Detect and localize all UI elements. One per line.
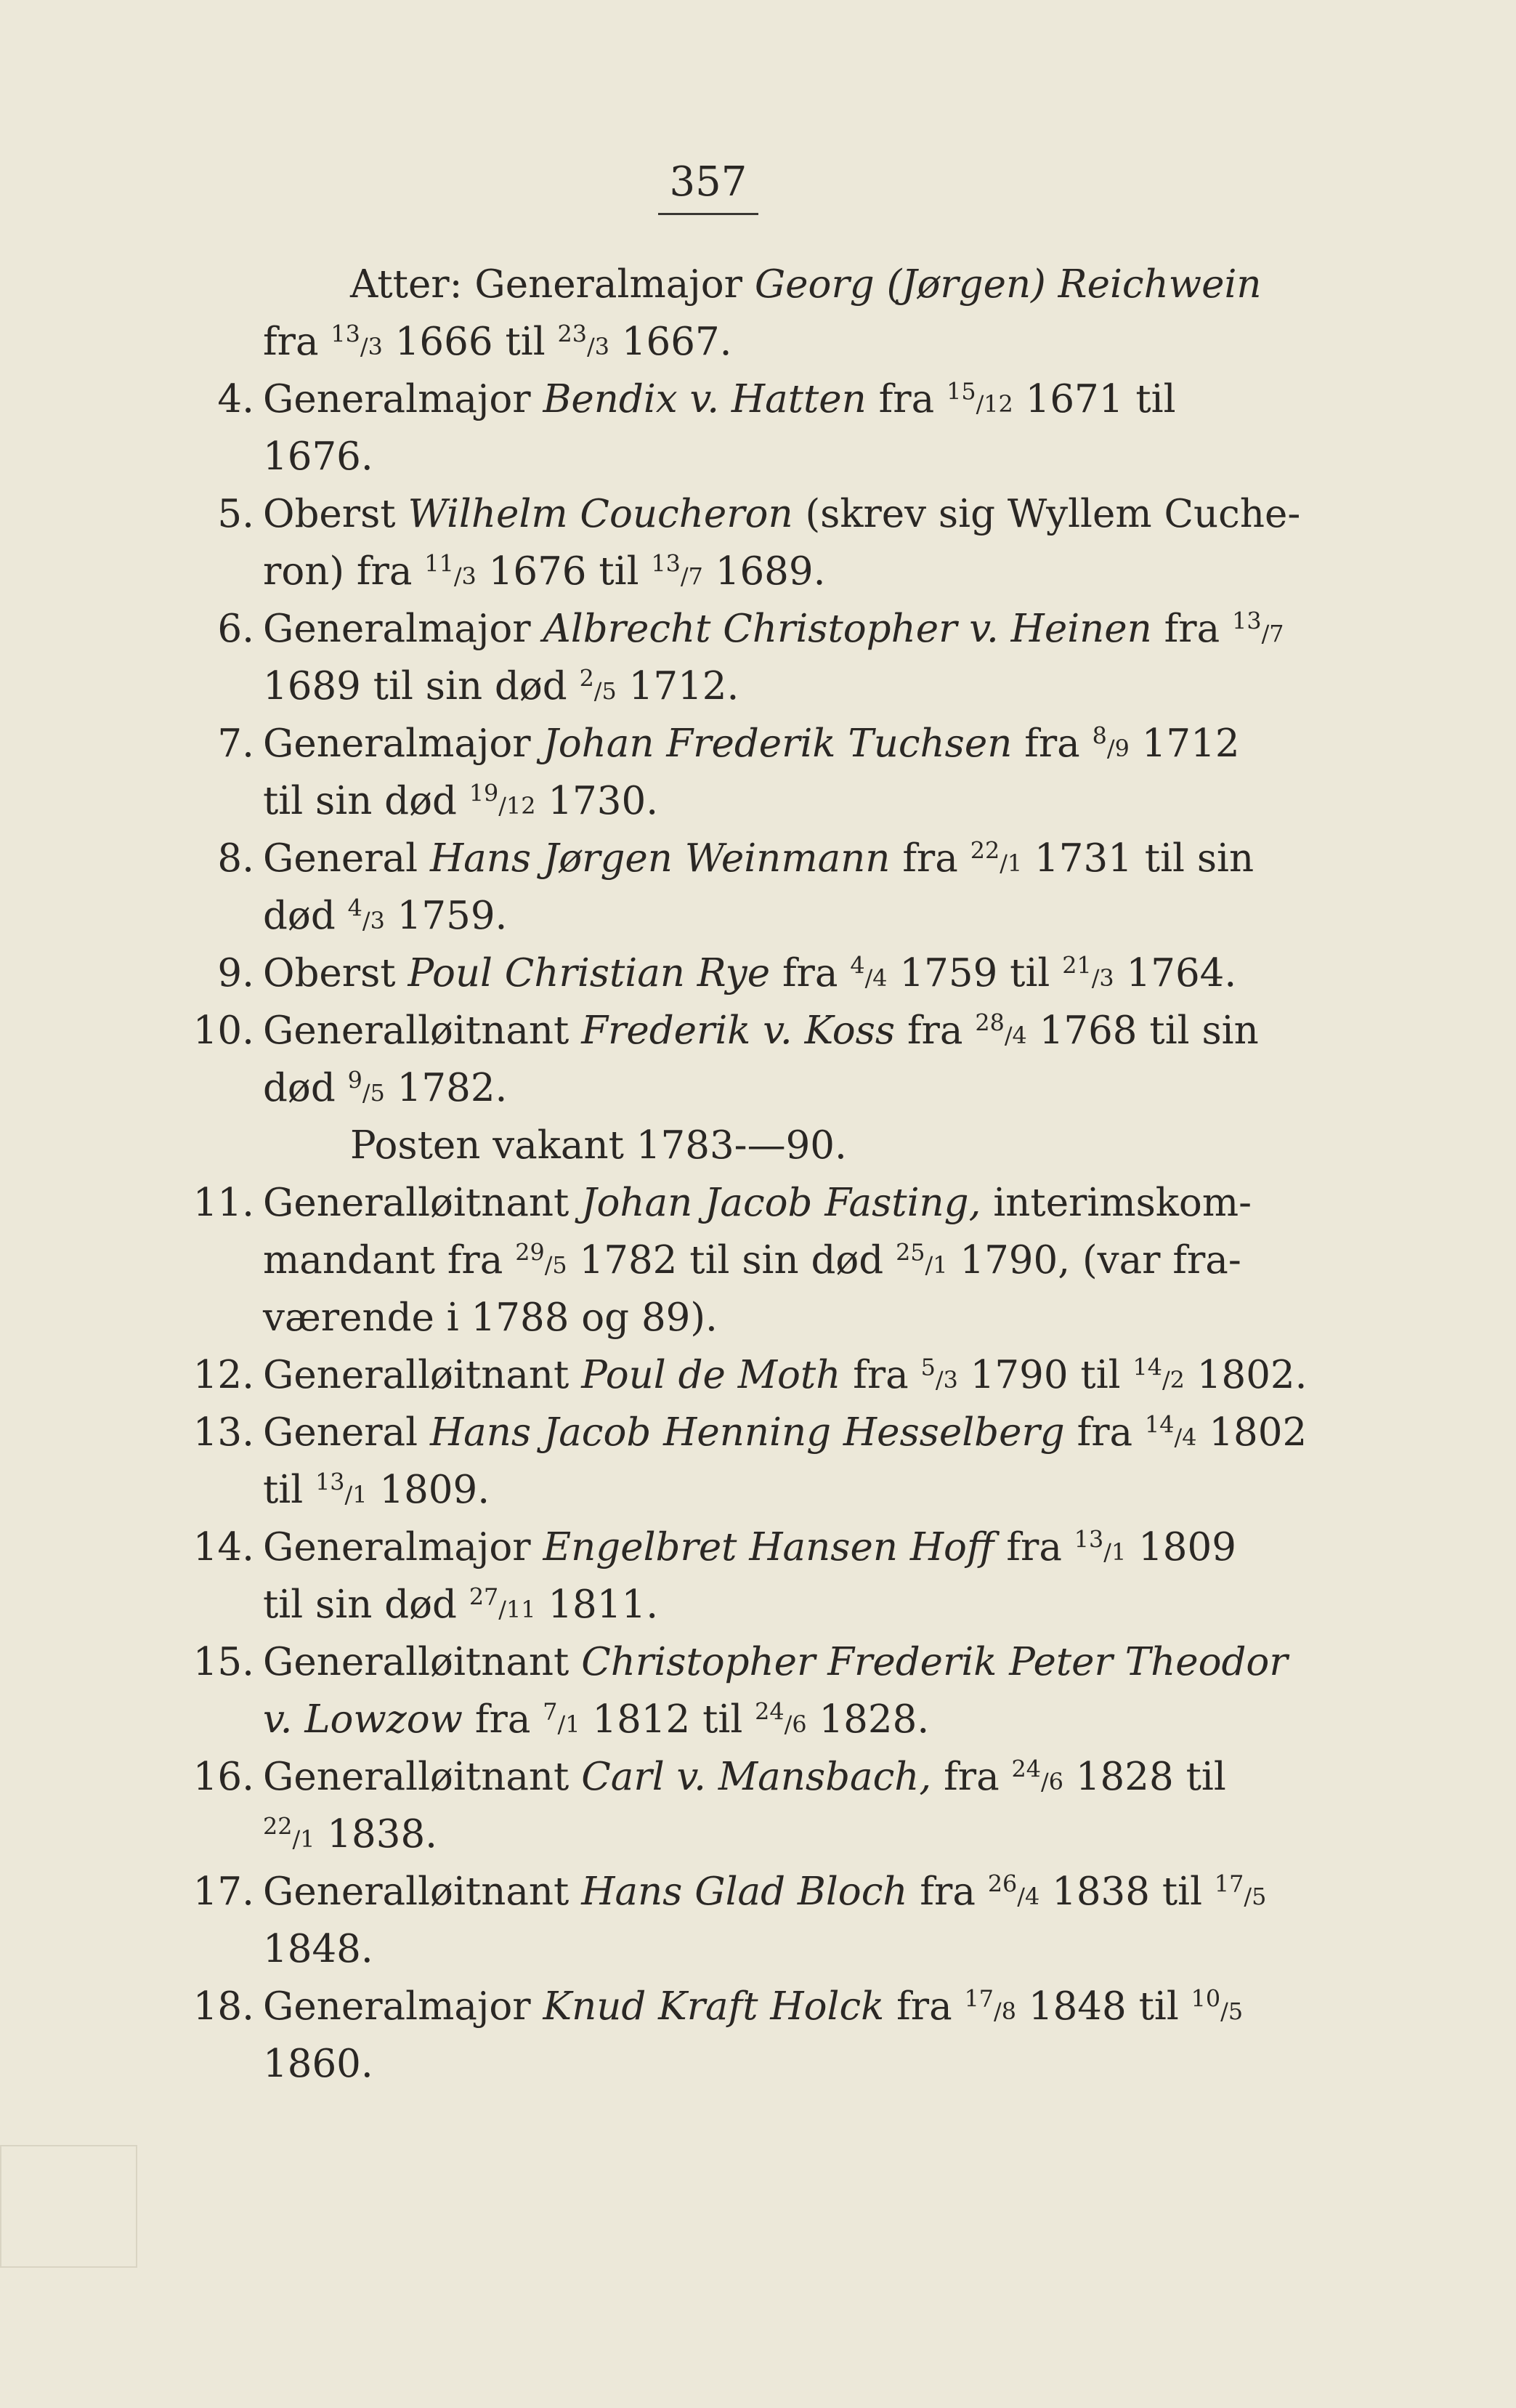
- person-name: Albrecht Christopher v. Heinen: [543, 607, 1152, 651]
- entry-14-line-1: 14. Generalmajor Engelbret Hansen Hoff fra $^{13}$/1 1809: [196, 1519, 1264, 1576]
- entry-number: 18.: [192, 1984, 254, 2029]
- entry-number: 7.: [217, 722, 254, 766]
- entry-15-line-2: v. Lowzow fra $^7$/1 1812 til $^{24}$/6 1828.: [263, 1697, 930, 1742]
- entry-17-line-1: 17. Generalløitnant Hans Glad Bloch fra $^{26}$/4 1838 til $^{17}$/5: [196, 1863, 1264, 1920]
- intro-line-2: fra $^{13}$/3 1666 til $^{23}$/3 1667.: [263, 320, 732, 364]
- person-name: Christopher Frederik Peter Theodor: [581, 1640, 1288, 1684]
- entry-number: 5.: [217, 492, 254, 536]
- entry-11-line-1: 11. Generalløitnant Johan Jacob Fasting, interimskom-: [196, 1174, 1264, 1232]
- person-name: Frederik v. Koss: [581, 1009, 896, 1053]
- entry-16-line-1: 16. Generalløitnant Carl v. Mansbach, fra $^{24}$/6 1828 til: [196, 1748, 1264, 1806]
- margin-mark: [0, 2145, 137, 2268]
- entry-7-line-1: 7. Generalmajor Johan Frederik Tuchsen fra $^8$/9 1712: [196, 715, 1264, 772]
- person-name: Hans Jørgen Weinmann: [429, 836, 891, 881]
- entry-number: 14.: [192, 1525, 254, 1569]
- entry-number: 11.: [192, 1181, 254, 1225]
- entry-4-line-2: 1676.: [263, 435, 373, 479]
- page-number-rule: [658, 213, 758, 215]
- entry-7-line-2: til sin død $^{19}$/12 1730.: [263, 779, 659, 823]
- entry-6-line-2: 1689 til sin død $^2$/5 1712.: [263, 664, 739, 708]
- entry-number: 15.: [192, 1640, 254, 1684]
- entry-number: 16.: [192, 1755, 254, 1799]
- entry-number: 9.: [217, 951, 254, 995]
- entry-12-line-1: 12. Generalløitnant Poul de Moth fra $^5$/3 1790 til $^{14}$/2 1802.: [196, 1346, 1264, 1404]
- entry-18-line-1: 18. Generalmajor Knud Kraft Holck fra $^{17}$/8 1848 til $^{10}$/5: [196, 1978, 1264, 2035]
- person-name: Bendix v. Hatten: [543, 377, 867, 421]
- entry-6-line-1: 6. Generalmajor Albrecht Christopher v. Heinen fra $^{13}$/7: [196, 600, 1264, 658]
- entry-18-line-2: 1860.: [263, 2042, 373, 2086]
- person-name: Engelbret Hansen Hoff: [543, 1525, 994, 1569]
- commander-list: [192, 256, 1308, 2093]
- entry-5-line-2: ron) fra $^{11}$/3 1676 til $^{13}$/7 1689.: [263, 549, 826, 594]
- entry-16-line-2: $^{22}$/1 1838.: [263, 1812, 438, 1856]
- entry-4-line-1: 4. Generalmajor Bendix v. Hatten fra $^{15}$/12 1671 til: [196, 371, 1264, 428]
- entry-10-line-1: 10. Generalløitnant Frederik v. Koss fra $^{28}$/4 1768 til sin: [196, 1002, 1264, 1059]
- entry-10-line-2: død $^9$/5 1782.: [263, 1066, 508, 1110]
- entry-17-line-2: 1848.: [263, 1927, 373, 1971]
- entry-15-line-1: 15. Generalløitnant Christopher Frederik Peter Theodor: [196, 1633, 1264, 1691]
- person-name: Georg (Jørgen) Reichwein: [754, 262, 1262, 307]
- entry-11-line-3: værende i 1788 og 89).: [263, 1296, 718, 1340]
- person-name: v. Lowzow: [263, 1697, 463, 1742]
- person-name: Poul de Moth: [581, 1353, 841, 1397]
- vacancy-note: Posten vakant 1783-—90.: [350, 1123, 847, 1168]
- person-name: Carl v. Mansbach,: [581, 1755, 932, 1799]
- person-name: Wilhelm Coucheron: [408, 492, 793, 536]
- entry-number: 6.: [217, 607, 254, 651]
- page-number: 357: [669, 158, 747, 206]
- person-name: Knud Kraft Holck: [543, 1984, 885, 2029]
- person-name: Johan Frederik Tuchsen: [543, 722, 1013, 766]
- entry-9-line-1: 9. Oberst Poul Christian Rye fra $^4$/4 1759 til $^{21}$/3 1764.: [196, 945, 1264, 1002]
- entry-13-line-2: til $^{13}$/1 1809.: [263, 1468, 490, 1512]
- entry-8-line-2: død $^4$/3 1759.: [263, 894, 508, 938]
- intro-line-1: Atter: Generalmajor Georg (Jørgen) Reichwein: [350, 262, 1262, 307]
- entry-14-line-2: til sin død $^{27}$/11 1811.: [263, 1583, 659, 1627]
- entry-13-line-1: 13. General Hans Jacob Henning Hesselberg fra $^{14}$/4 1802: [196, 1404, 1264, 1461]
- entry-number: 13.: [192, 1410, 254, 1455]
- person-name: Johan Jacob Fasting,: [581, 1181, 981, 1225]
- entry-number: 17.: [192, 1870, 254, 1914]
- entry-number: 12.: [192, 1353, 254, 1397]
- entry-number: 4.: [217, 377, 254, 421]
- entry-number: 10.: [192, 1009, 254, 1053]
- person-name: Hans Jacob Henning Hesselberg: [429, 1410, 1065, 1455]
- entry-number: 8.: [217, 836, 254, 881]
- entry-11-line-2: mandant fra $^{29}$/5 1782 til sin død $^{25}$/1 1790, (var fra-: [263, 1238, 1241, 1282]
- person-name: Hans Glad Bloch: [581, 1870, 908, 1914]
- entry-5-line-1: 5. Oberst Wilhelm Coucheron (skrev sig Wyllem Cuche-: [196, 485, 1264, 543]
- person-name: Poul Christian Rye: [408, 951, 771, 995]
- entry-8-line-1: 8. General Hans Jørgen Weinmann fra $^{22}$/1 1731 til sin: [196, 830, 1264, 887]
